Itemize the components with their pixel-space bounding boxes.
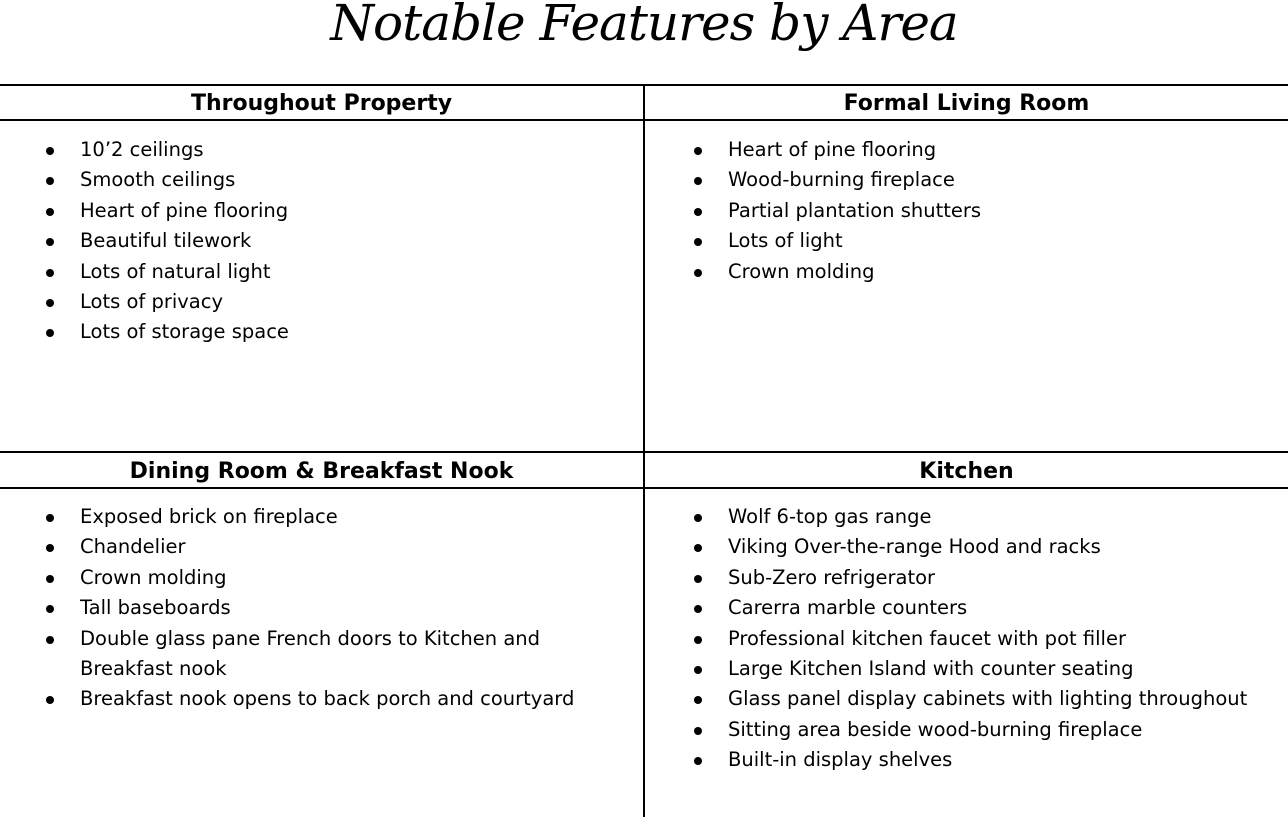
list-item: Crown molding: [645, 257, 1245, 287]
list-item: Sitting area beside wood-burning fireplace: [645, 715, 1285, 745]
list-item: Smooth ceilings: [0, 165, 600, 195]
feature-list: [0, 135, 600, 348]
list-item: Built-in display shelves: [645, 745, 1285, 775]
list-item: Beautiful tilework: [0, 226, 600, 256]
bullet-icon: [694, 696, 702, 704]
bullet-icon: [46, 269, 54, 277]
list-item: Crown molding: [0, 563, 600, 593]
bullet-icon: [694, 544, 702, 552]
list-item: Heart of pine flooring: [0, 196, 600, 226]
feature-list: [0, 502, 600, 715]
list-item: Sub-Zero refrigerator: [645, 563, 1285, 593]
bullet-icon: [46, 238, 54, 246]
bullet-icon: [694, 757, 702, 765]
bullet-icon: [46, 636, 54, 644]
section-heading-throughout-property: Throughout Property: [190, 91, 453, 116]
list-item: Wood-burning fireplace: [645, 165, 1245, 195]
list-item: Professional kitchen faucet with pot filler: [645, 624, 1285, 654]
features-table: [0, 84, 1288, 817]
feature-list: [645, 135, 1245, 287]
list-item: Lots of light: [645, 226, 1245, 256]
bullet-icon: [694, 208, 702, 216]
list-item: Viking Over-the-range Hood and racks: [645, 532, 1285, 562]
list-item: Partial plantation shutters: [645, 196, 1245, 226]
bullet-icon: [694, 727, 702, 735]
section-heading-formal-living-room: Formal Living Room: [843, 91, 1090, 116]
section-heading-dining-room: Dining Room & Breakfast Nook: [129, 459, 514, 484]
bullet-icon: [46, 208, 54, 216]
list-item: Breakfast nook opens to back porch and courtyard: [0, 684, 600, 714]
bullet-icon: [694, 636, 702, 644]
list-item: Lots of privacy: [0, 287, 600, 317]
list-item: Double glass pane French doors to Kitchen and Breakfast nook: [0, 624, 600, 685]
list-item: Lots of storage space: [0, 317, 600, 347]
section-heading-kitchen: Kitchen: [919, 459, 1014, 484]
bullet-icon: [46, 177, 54, 185]
bullet-icon: [46, 299, 54, 307]
bullet-icon: [46, 514, 54, 522]
bullet-icon: [694, 575, 702, 583]
list-item: Heart of pine flooring: [645, 135, 1245, 165]
section-formal-living-room: [645, 135, 1245, 287]
section-kitchen: [645, 502, 1285, 776]
bullet-icon: [46, 696, 54, 704]
bullet-icon: [46, 575, 54, 583]
list-item: Exposed brick on fireplace: [0, 502, 600, 532]
bullet-icon: [46, 544, 54, 552]
bullet-icon: [46, 147, 54, 155]
bullet-icon: [694, 514, 702, 522]
section-throughout-property: [0, 135, 600, 348]
list-item: Carerra marble counters: [645, 593, 1285, 623]
bullet-icon: [694, 147, 702, 155]
bullet-icon: [694, 269, 702, 277]
bullet-icon: [46, 605, 54, 613]
list-item: Large Kitchen Island with counter seating: [645, 654, 1285, 684]
list-item: Tall baseboards: [0, 593, 600, 623]
list-item: Wolf 6-top gas range: [645, 502, 1285, 532]
list-item: 10’2 ceilings: [0, 135, 600, 165]
feature-list: [645, 502, 1285, 776]
list-item: Glass panel display cabinets with lighting throughout: [645, 684, 1285, 714]
bullet-icon: [694, 238, 702, 246]
section-dining-room: [0, 502, 600, 715]
bullet-icon: [46, 329, 54, 337]
list-item: Lots of natural light: [0, 257, 600, 287]
bullet-icon: [694, 605, 702, 613]
bullet-icon: [694, 177, 702, 185]
bullet-icon: [694, 666, 702, 674]
page-title: Notable Features by Area: [330, 0, 958, 52]
list-item: Chandelier: [0, 532, 600, 562]
